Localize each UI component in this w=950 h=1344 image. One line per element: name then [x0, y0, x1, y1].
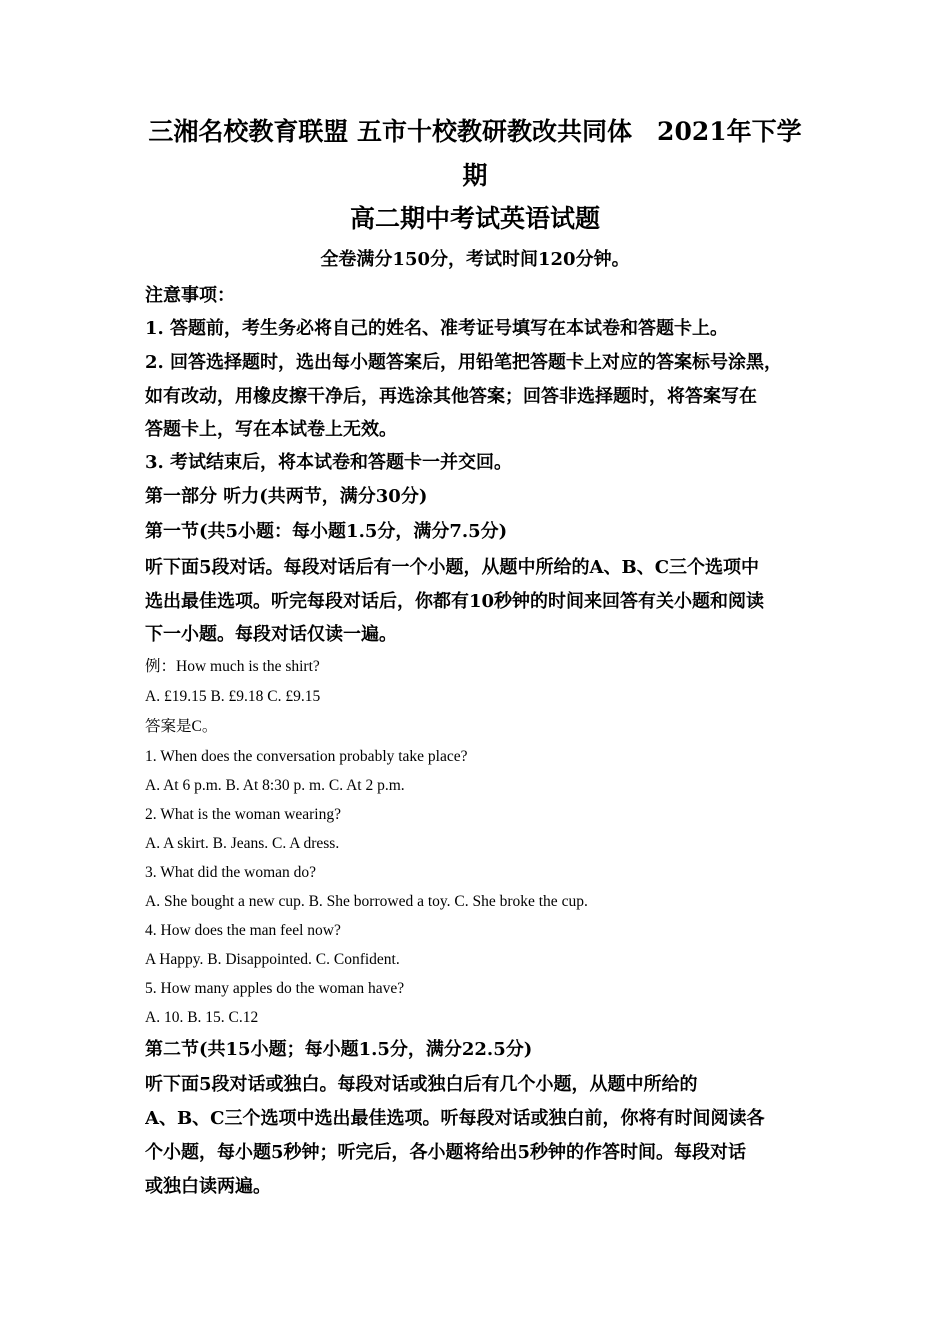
note-item-2-line-2: 如有改动，用橡皮擦干净后，再选涂其他答案；回答非选择题时，将答案写在: [145, 386, 757, 407]
question-4-options: A Happy. B. Disappointed. C. Confident.: [145, 951, 400, 968]
question-2-options: A. A skirt. B. Jeans. C. A dress.: [145, 835, 340, 852]
note-item-3: 3. 考试结束后，将本试卷和答题卡一并交回。: [145, 452, 513, 473]
section1-instructions-line-1: 听下面5段对话。每段对话后有一个小题，从题中所给的A、B、C三个选项中: [145, 557, 760, 578]
section2-instructions-line-2: A、B、C三个选项中选出最佳选项。听每段对话或独白前，你将有时间阅读各: [145, 1108, 765, 1129]
section1-instructions-line-2: 选出最佳选项。听完每段对话后，你都有10秒钟的时间来回答有关小题和阅读: [145, 591, 765, 612]
question-4: 4. How does the man feel now?: [145, 922, 341, 939]
section1-instructions-line-3: 下一小题。每段对话仅读一遍。: [145, 624, 397, 645]
question-3-options: A. She bought a new cup. B. She borrowed a toy. C. She broke the cup.: [145, 893, 588, 910]
section2-instructions-line-1: 听下面5段对话或独白。每段对话或独白后有几个小题，从题中所给的: [145, 1074, 698, 1095]
title-line-1: 三湘名校教育联盟 五市十校教研教改共同体 2021年下学: [148, 117, 802, 146]
part1-heading: 第一部分 听力(共两节，满分30分): [145, 486, 428, 507]
section2-heading: 第二节(共15小题；每小题1.5分，满分22.5分): [145, 1039, 533, 1060]
question-2: 2. What is the woman wearing?: [145, 806, 341, 823]
section2-instructions-line-4: 或独白读两遍。: [145, 1176, 271, 1197]
notes-heading: 注意事项：: [145, 285, 235, 306]
example-options: A. £19.15 B. £9.18 C. £9.15: [145, 688, 321, 705]
example-answer: 答案是C。: [145, 718, 218, 735]
note-item-2-line-1: 2. 回答选择题时，选出每小题答案后，用铅笔把答题卡上对应的答案标号涂黑，: [145, 352, 783, 373]
title-line-3: 高二期中考试英语试题: [349, 204, 600, 233]
note-item-1: 1. 答题前，考生务必将自己的姓名、准考证号填写在本试卷和答题卡上。: [145, 318, 729, 339]
exam-subtitle: 全卷满分150分，考试时间120分钟。: [320, 249, 630, 270]
section1-heading: 第一节(共5小题：每小题1.5分，满分7.5分): [145, 521, 508, 542]
question-3: 3. What did the woman do?: [145, 864, 317, 881]
example-question: 例：How much is the shirt?: [145, 658, 320, 675]
note-item-2-line-3: 答题卡上，写在本试卷上无效。: [145, 419, 397, 440]
question-1: 1. When does the conversation probably take place?: [145, 748, 468, 765]
question-5-options: A. 10. B. 15. C.12: [145, 1009, 259, 1026]
question-1-options: A. At 6 p.m. B. At 8:30 p. m. C. At 2 p.m.: [145, 777, 405, 794]
title-line-2: 期: [462, 161, 488, 190]
question-5: 5. How many apples do the woman have?: [145, 980, 405, 997]
section2-instructions-line-3: 个小题，每小题5秒钟；听完后，各小题将给出5秒钟的作答时间。每段对话: [145, 1142, 747, 1163]
